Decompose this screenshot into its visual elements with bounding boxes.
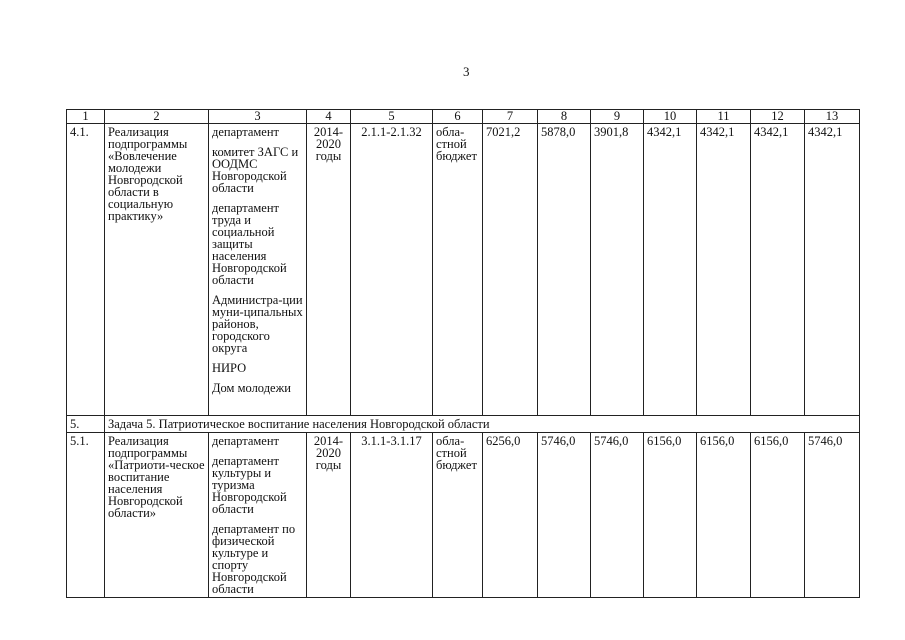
period: 2014-2020 годы (307, 433, 351, 598)
value-cell: 6156,0 (697, 433, 751, 598)
column-number: 11 (697, 110, 751, 124)
column-number: 13 (805, 110, 860, 124)
executor: департамент культуры и туризма Новгородской области (212, 454, 287, 516)
activity-name: Реализация подпрограммы «Вовлечение молодежи Новгородской области в социальную практику» (105, 124, 209, 416)
task-title: Задача 5. Патриотическое воспитание населения Новгородской области (105, 416, 860, 433)
executor: Дом молодежи (212, 381, 291, 395)
column-number: 10 (644, 110, 697, 124)
program-table (66, 109, 860, 598)
value-cell: 6256,0 (483, 433, 538, 598)
executor: департамент (212, 125, 280, 139)
value-cell: 5746,0 (538, 433, 591, 598)
value-cell: 4342,1 (805, 124, 860, 416)
funding-source: обла-стной бюджет (433, 433, 483, 598)
column-number: 3 (209, 110, 307, 124)
row-number: 5.1. (67, 433, 105, 598)
executor: НИРО (212, 361, 247, 375)
column-number: 4 (307, 110, 351, 124)
value-cell: 5746,0 (591, 433, 644, 598)
value-cell: 6156,0 (751, 433, 805, 598)
value-cell: 4342,1 (697, 124, 751, 416)
executor: департамент по физической культуре и спорту Новгородской области (212, 522, 296, 596)
executors-cell (209, 433, 307, 598)
column-number: 5 (351, 110, 433, 124)
column-number: 2 (105, 110, 209, 124)
executor: департамент (212, 434, 280, 448)
executors-cell (209, 124, 307, 416)
funding-source: обла-стной бюджет (433, 124, 483, 416)
value-cell: 7021,2 (483, 124, 538, 416)
value-cell: 4342,1 (751, 124, 805, 416)
column-number: 6 (433, 110, 483, 124)
header-row (67, 110, 860, 124)
indicators: 3.1.1-3.1.17 (351, 433, 433, 598)
activity-name: Реализация подпрограммы «Патриоти-ческое воспитание населения Новгородской области» (105, 433, 209, 598)
value-cell: 5878,0 (538, 124, 591, 416)
value-cell: 6156,0 (644, 433, 697, 598)
column-number: 1 (67, 110, 105, 124)
column-number: 8 (538, 110, 591, 124)
value-cell: 3901,8 (591, 124, 644, 416)
page-number: 3 (463, 64, 470, 79)
row-number: 4.1. (67, 124, 105, 416)
task-row (67, 416, 860, 433)
column-number: 7 (483, 110, 538, 124)
column-number: 9 (591, 110, 644, 124)
executor: Администра-ции муни-ципальных районов, городского округа (212, 293, 303, 355)
value-cell: 4342,1 (644, 124, 697, 416)
executor: комитет ЗАГС и ООДМС Новгородской области (212, 145, 299, 195)
table-row (67, 124, 860, 416)
task-number: 5. (67, 416, 105, 433)
period: 2014-2020 годы (307, 124, 351, 416)
table-row (67, 433, 860, 598)
column-number: 12 (751, 110, 805, 124)
value-cell: 5746,0 (805, 433, 860, 598)
executor: департамент труда и социальной защиты населения Новгородской области (212, 201, 287, 287)
indicators: 2.1.1-2.1.32 (351, 124, 433, 416)
